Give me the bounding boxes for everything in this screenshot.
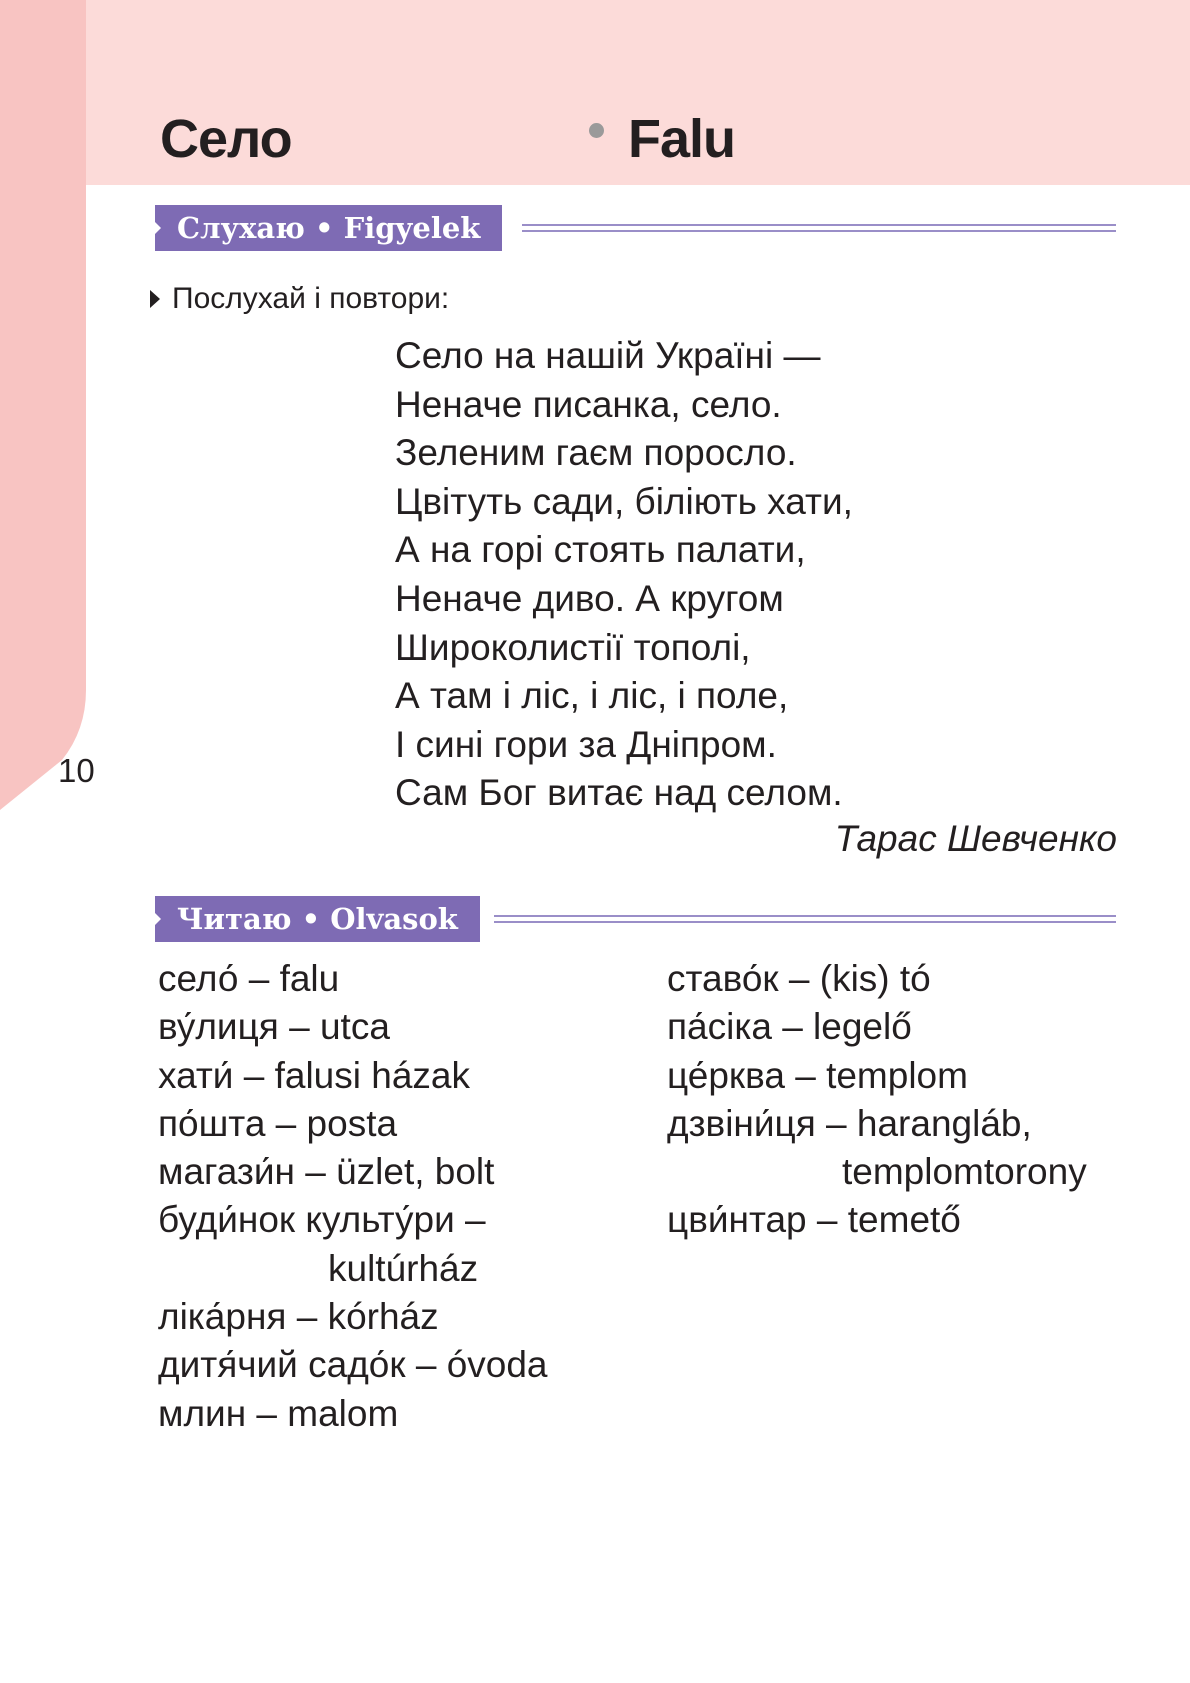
vocab-item: село́ – falu	[158, 958, 340, 999]
vocab-item-continuation: templomtorony	[842, 1151, 1087, 1193]
poem-line: А на горі стоять палати,	[395, 529, 806, 571]
vocab-item: по́шта – posta	[158, 1102, 398, 1144]
vocab-item: ліка́рня – kórház	[158, 1296, 439, 1338]
vocab-item: хати́ – falusi házak	[158, 1054, 470, 1096]
poem-author: Тарас Шевченко	[834, 818, 1117, 859]
vocab-item: млин – malom	[158, 1392, 399, 1434]
side-decor-band	[0, 0, 90, 810]
vocab-item: ву́лиця – utca	[158, 1006, 390, 1048]
poem-line: І сині гори за Дніпром.	[395, 723, 777, 765]
vocab-item: буди́нок культу́ри –	[158, 1199, 486, 1241]
listen-section-label: Слухаю • Figyelek	[177, 211, 481, 245]
vocab-item: цви́нтар – temető	[667, 1199, 961, 1241]
vocab-item: це́рква – templom	[667, 1054, 968, 1096]
poem-line: Село на нашій Україні —	[395, 335, 821, 376]
poem-line: Сам Бог витає над селом.	[395, 772, 843, 814]
page-title-hungarian: Falu	[628, 109, 736, 169]
title-separator-dot	[589, 123, 604, 138]
vocab-item: ставо́к – (kis) tó	[667, 958, 931, 999]
listen-section-tag	[155, 205, 502, 251]
read-section-label: Читаю • Olvasok	[177, 902, 458, 936]
read-section-rule	[494, 914, 1116, 926]
vocab-item-continuation: kultúrház	[328, 1247, 479, 1289]
read-tag-arrow-icon	[150, 908, 161, 930]
poem-line: Неначе писанка, село.	[395, 383, 782, 425]
instruction	[150, 282, 449, 316]
vocab-list-left	[158, 955, 548, 1438]
triangle-bullet-icon	[150, 290, 160, 308]
page-number: 10	[58, 752, 95, 789]
vocab-item: дитя́чий садо́к – óvoda	[158, 1344, 548, 1386]
poem-line: Неначе диво. А кругом	[395, 577, 784, 619]
vocab-item: па́сіка – legelő	[667, 1006, 912, 1048]
poem-line: А там і ліс, і ліс, і поле,	[395, 675, 789, 717]
listen-tag-arrow-icon	[150, 217, 161, 239]
poem-line: Цвітуть сади, біліють хати,	[395, 480, 853, 522]
listen-section-rule	[522, 223, 1116, 235]
instruction-text: Послухай і повтори:	[172, 282, 450, 315]
page-title-ukrainian: Село	[160, 109, 292, 169]
vocab-item: дзвіни́ця – harangláb,	[667, 1102, 1032, 1144]
poem-line: Зеленим гаєм поросло.	[395, 432, 797, 474]
vocab-list-right	[667, 955, 1087, 1245]
vocab-item: магази́н – üzlet, bolt	[158, 1151, 495, 1193]
read-section-tag	[155, 896, 480, 942]
poem	[395, 332, 853, 818]
poem-line: Широколистії тополі,	[395, 626, 751, 668]
